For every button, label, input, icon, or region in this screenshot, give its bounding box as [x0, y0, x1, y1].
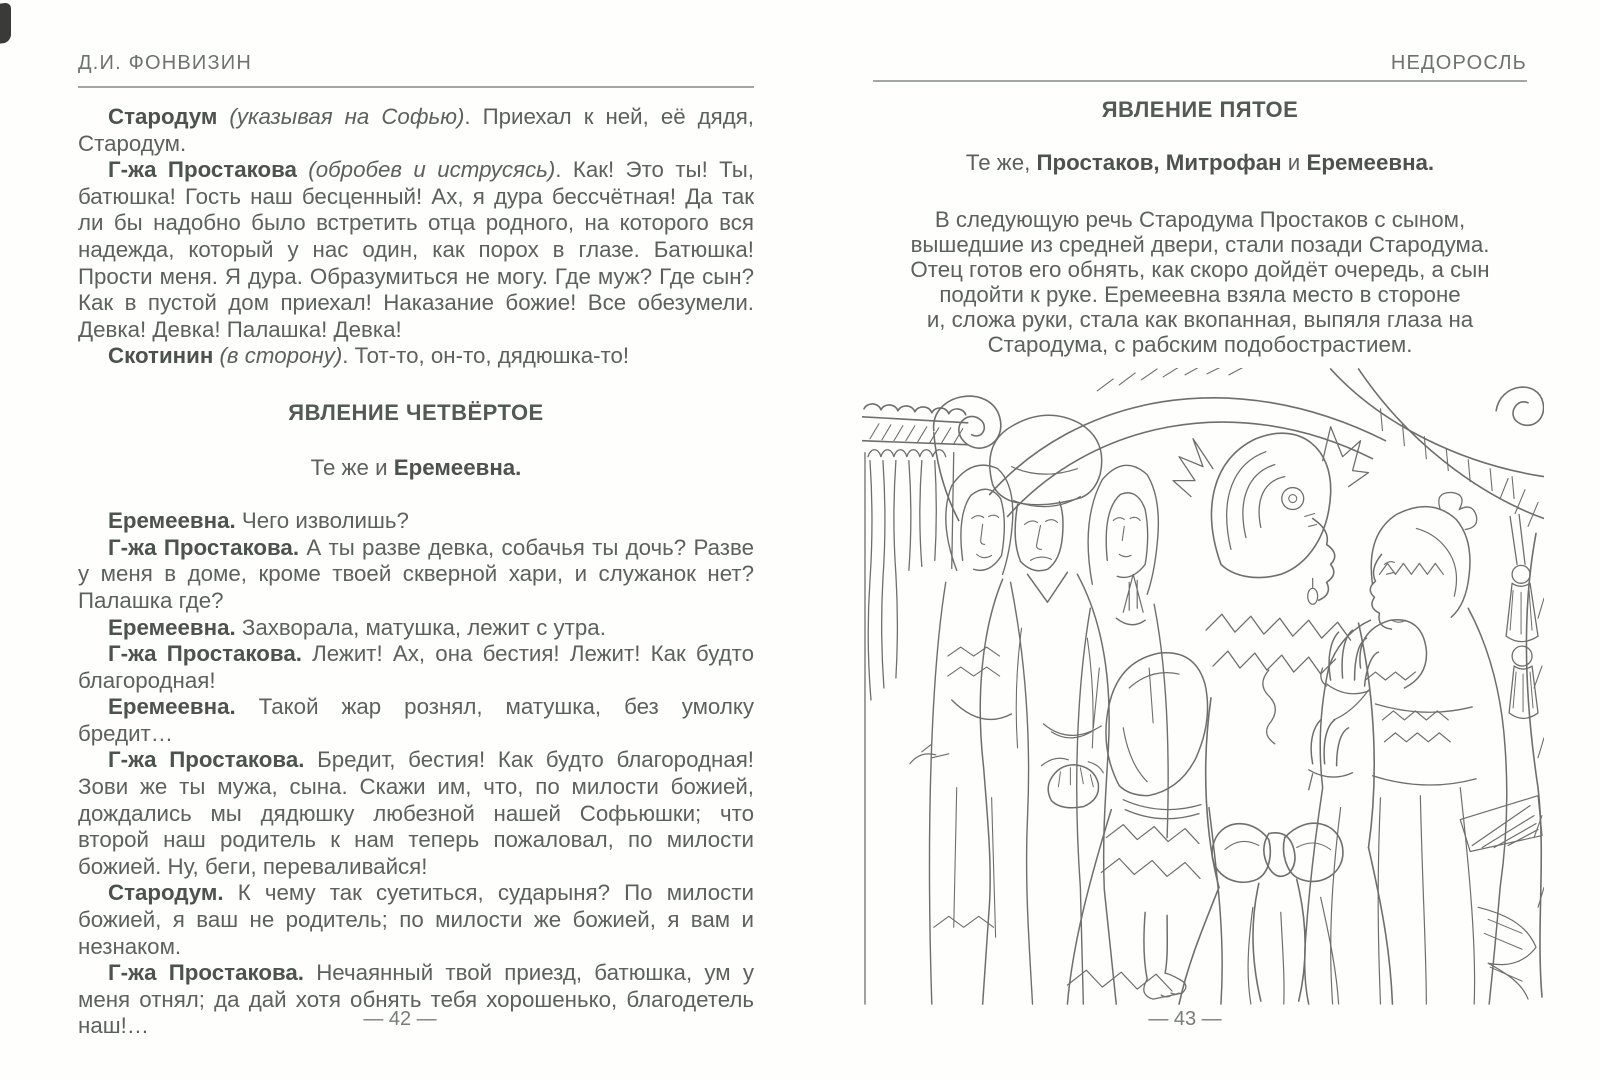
page-number-42: — 42 — — [363, 1008, 437, 1030]
stage-direction-line: Отец готов его обнять, как скоро дойдёт очередь, а сын — [910, 257, 1490, 282]
cast-line-four — [78, 455, 754, 482]
cast-line-five — [873, 150, 1527, 176]
column — [865, 450, 954, 1004]
page-number-43: — 43 — — [1148, 1008, 1222, 1030]
header-rule-right — [873, 80, 1527, 82]
curtain-fan-folds — [1460, 796, 1542, 999]
dialogue-text: . Как! Это ты! Ты, батюшка! Гость наш бесценный! Ах, я дура бессчётная! Да так ли бы надобно было встретить отца родного, на которого вся надежда, который у нас один, как порох в глазе. Батюшка! Прости меня. Я дура. Образумиться не могу. Где муж? Где сын? Как в пустой дом приехал! Наказание божие! Все обезумели. Девка! Девка! Палашка! Девка! — [78, 157, 755, 342]
cast-mid: и — [1281, 150, 1307, 175]
running-head-author: Д.И. ФОНВИЗИН — [78, 52, 253, 74]
dialogue-paragraph — [78, 880, 754, 960]
dialogue-paragraph — [78, 641, 754, 694]
dialogue-text: Нечаянный твой приезд, батюшка, ум у меня отнял; да дай хотя обнять тебя хорошенько, благодетель наш!… — [78, 960, 754, 1039]
scene-heading-five: ЯВЛЕНИЕ ПЯТОЕ — [1101, 97, 1299, 122]
speaker-name: Стародум. — [108, 880, 224, 906]
dialogue-paragraph — [78, 104, 754, 157]
figure-man-beret — [980, 415, 1116, 1004]
speaker-name: Стародум — [108, 104, 218, 129]
cast-bold-name: Еремеевна. — [393, 454, 522, 480]
dialogue-text: Лежит! Ах, она бестия! Лежит! Как будто благородная! — [78, 641, 754, 693]
dialogue-text: . Приехал к ней, её дядя, Стародум. — [78, 104, 754, 156]
dialogue-text: Такой жар рознял, матушка, без умолку бредит… — [78, 694, 754, 746]
dialogue-paragraph — [78, 615, 754, 642]
cast-pre: Те же и — [310, 454, 394, 480]
dialogue-text: А ты разве девка, собачья ты дочь? Разве у меня в доме, кроме твоей скверной хари, и служанок нет? Палашка где? — [78, 534, 754, 613]
scene-heading-four: ЯВЛЕНИЕ ЧЕТВЁРТОЕ — [288, 399, 544, 425]
stage-note: (в сторону) — [213, 343, 343, 369]
stage-direction-line: В следующую речь Стародума Простаков с сыном, — [934, 207, 1466, 232]
left-page-text — [78, 104, 754, 1040]
speaker-name: Еремеевна. — [108, 694, 236, 720]
dialogue-paragraph — [78, 535, 754, 615]
running-head-title: НЕДОРОСЛЬ — [1390, 52, 1527, 74]
dialogue-text: Бредит, бестия! Как будто благородная! Зови же ты мужа, сына. Скажи им, что, по милости божией, дождались мы дядюшку любезной нашей Софьюшки; что второй наш родитель к нам теперь пожаловал, по милости божией. Ну, беги, переваливайся! — [78, 747, 754, 879]
dialogue-paragraph — [78, 508, 754, 535]
dialogue-paragraph — [78, 343, 754, 370]
speaker-name: Еремеевна. — [108, 614, 236, 640]
cast-pre: Те же, — [965, 150, 1037, 175]
speaker-name: Еремеевна. — [108, 508, 236, 534]
stage-note: (указывая на Софью) — [217, 104, 465, 129]
dialogue-paragraph — [78, 694, 754, 747]
dialogue-text: Захворала, матушка, лежит с утра. — [235, 614, 606, 640]
illustration-drawing — [862, 368, 1544, 1005]
dialogue-text: К чему так суетиться, сударыня? По милости божией, я ваш не родитель; по милости же божией, я вам и незнаком. — [78, 880, 754, 959]
dialogue-text: . Тот-то, он-то, дядюшка-то! — [342, 343, 630, 369]
speaker-name: Г-жа Простакова. — [108, 960, 304, 986]
figure-prostakova — [1173, 427, 1392, 1004]
cast-bold-names: Простаков, Митрофан — [1036, 150, 1282, 175]
speaker-name: Г-жа Простакова — [108, 157, 297, 183]
cornice — [862, 404, 968, 445]
header-rule-left — [78, 86, 754, 88]
figure-woman-scarf — [1077, 465, 1168, 1004]
stage-direction-line: подойти к руке. Еремеевна взяла место в стороне — [939, 282, 1461, 307]
stage-direction-line: вышедшие из средней двери, стали позади Стародума. — [910, 232, 1490, 257]
dialogue-paragraph — [78, 157, 754, 343]
scene-illustration — [862, 368, 1544, 1005]
dialogue-text: Чего изволишь? — [235, 508, 409, 534]
scan-edge-artifact — [0, 2, 11, 43]
speaker-name: Г-жа Простакова. — [108, 641, 302, 667]
figure-yeremeyevna-bonnet — [1305, 493, 1507, 1005]
speaker-name: Г-жа Простакова. — [108, 747, 305, 773]
cast-bold-name: Еремеевна. — [1306, 150, 1435, 175]
speaker-name: Скотинин — [108, 343, 214, 369]
curtain-curl — [1496, 387, 1543, 425]
figure-old-woman-left — [910, 465, 1033, 1004]
speaker-name: Г-жа Простакова. — [108, 534, 300, 560]
stage-direction-line: и, сложа руки, стала как вкопанная, выпяля глаза на — [926, 307, 1474, 332]
figure-boy-smock — [1067, 653, 1222, 1004]
stage-direction — [873, 207, 1527, 357]
stage-direction-line: Стародума, с рабским подобострастием. — [987, 332, 1413, 357]
dialogue-paragraph — [78, 747, 754, 880]
stage-note: (обробев и иструсясь) — [296, 157, 556, 183]
